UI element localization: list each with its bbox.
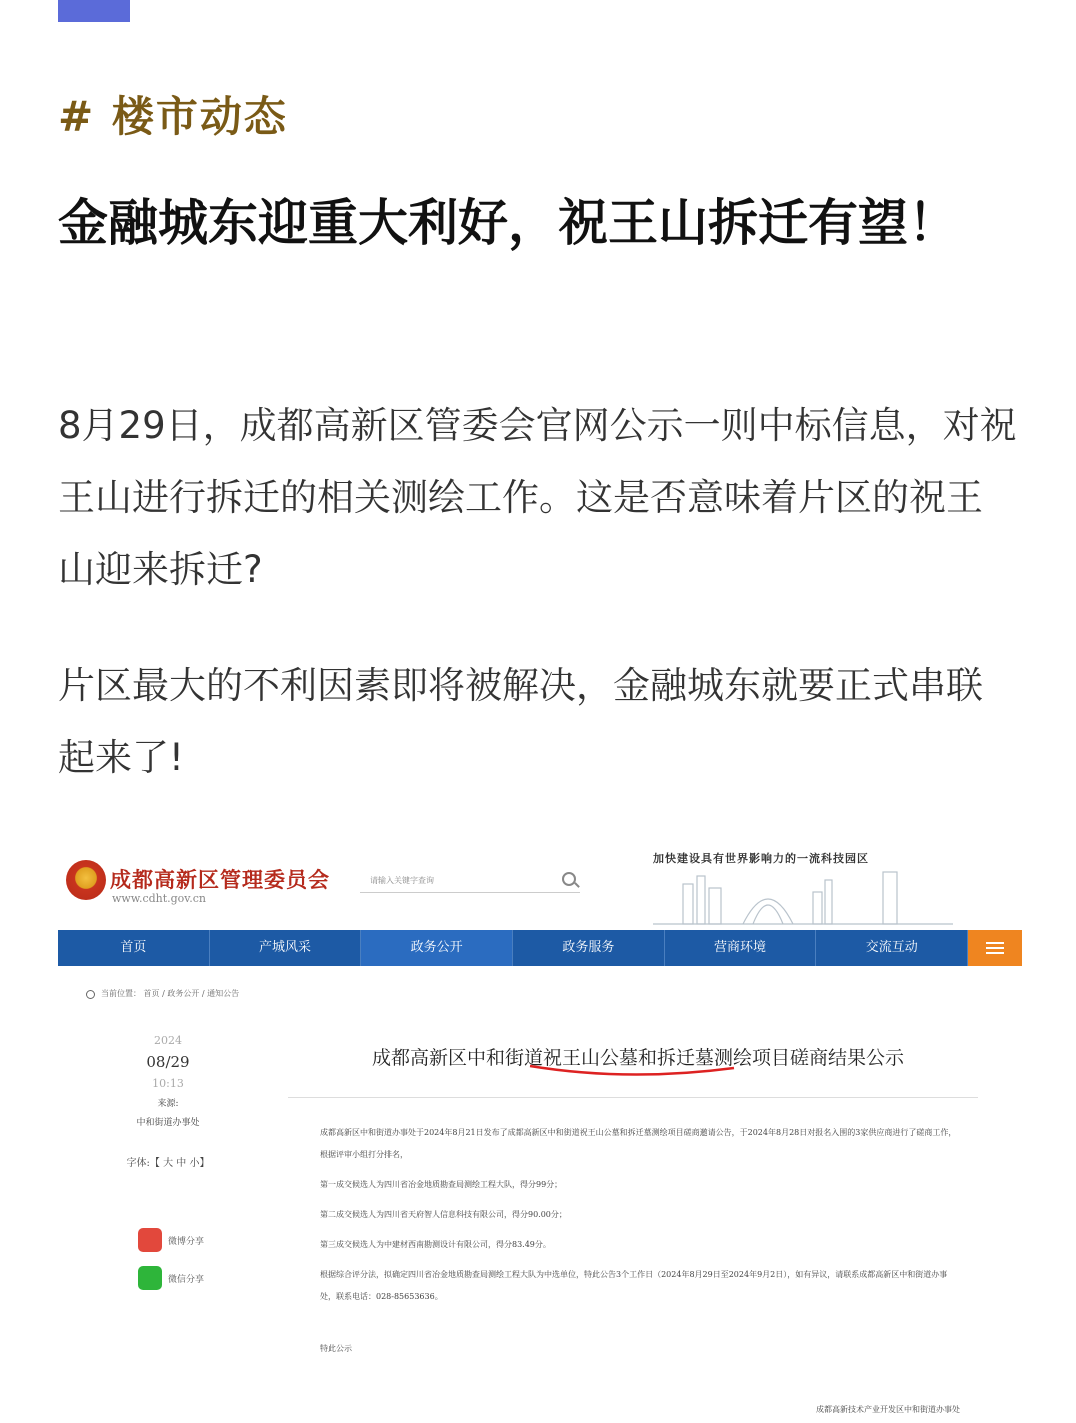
notice-org: 成都高新技术产业开发区中和街道办事处: [816, 1405, 960, 1414]
nav-business-env[interactable]: 营商环境: [665, 930, 817, 966]
skyline-banner: [653, 866, 953, 928]
top-tab-indicator: [58, 0, 130, 22]
notice-paragraph: 成都高新区中和街道办事处于2024年8月21日发布了成都高新区中和街道祝王山公墓和拆迁墓测绘项目磋商邀请公告，于2024年8月28日对报名入围的3家供应商进行了磋商工作，根据评审小组打分排名，: [320, 1128, 957, 1159]
location-icon: [86, 990, 95, 999]
topic-tag[interactable]: # 楼市动态: [58, 92, 288, 141]
notice-sign: 特此公示: [320, 1344, 352, 1353]
embedded-website-screenshot: [58, 838, 1022, 1423]
font-size-control[interactable]: 字体:【 大 中 小】: [126, 1158, 210, 1169]
notice-paragraph: 第二成交候选人为四川省天府智人信息科技有限公司，得分90.00分；: [320, 1210, 567, 1219]
nav-gov-services[interactable]: 政务服务: [513, 930, 665, 966]
weibo-share-label: 微博分享: [168, 1236, 205, 1247]
wechat-icon: [138, 1266, 162, 1290]
source-dept: 中和街道办事处: [136, 1118, 200, 1128]
article-headline: 金融城东迎重大利好，祝王山拆迁有望！: [58, 194, 958, 252]
breadcrumb-text[interactable]: 当前位置： 首页 / 政务公开 / 通知公告: [101, 989, 240, 998]
site-name: 成都高新区管理委员会: [110, 867, 330, 892]
notice-paragraph: 根据综合评分法，拟确定四川省冶金地质勘查局测绘工程大队为中选单位，特此公告3个工作日（2024年8月29日至2024年9月2日），如有异议，请联系成都高新区中和街道办事处，联系电话：028-85653636。: [320, 1270, 948, 1301]
red-underline-annotation: [528, 1060, 738, 1080]
publish-time: 10:13: [152, 1077, 184, 1090]
article-paragraph-1: 8月29日，成都高新区管委会官网公示一则中标信息，对祝王山进行拆迁的相关测绘工作。这是否意味着片区的祝王山迎来拆迁?: [58, 404, 1017, 591]
wechat-share-label: 微信分享: [168, 1274, 205, 1285]
notice-title: 成都高新区中和街道祝王山公墓和拆迁墓测绘项目磋商结果公示: [371, 1047, 904, 1069]
notice-paragraph: 第三成交候选人为中建材西南勘测设计有限公司，得分83.49分。: [320, 1240, 551, 1249]
article-paragraph-2: 片区最大的不利因素即将被解决，金融城东就要正式串联起来了!: [58, 664, 983, 779]
source-label: 来源:: [157, 1099, 179, 1109]
menu-icon[interactable]: [968, 930, 1022, 966]
search-input[interactable]: [360, 868, 580, 893]
nav-home[interactable]: 首页: [58, 930, 210, 966]
weibo-icon: [138, 1228, 162, 1252]
search-placeholder: 请输入关键字查询: [370, 876, 434, 885]
national-emblem-logo: [66, 860, 106, 900]
title-divider: [288, 1097, 978, 1098]
nav-city-style[interactable]: 产城风采: [210, 930, 362, 966]
breadcrumb: [86, 988, 239, 999]
wechat-share-button[interactable]: [138, 1266, 204, 1290]
publish-year: 2024: [154, 1034, 182, 1047]
notice-body: [320, 1122, 960, 1316]
nav-gov-affairs[interactable]: 政务公开: [361, 930, 513, 966]
publish-date: 08/29: [146, 1053, 190, 1071]
search-icon[interactable]: [562, 872, 576, 886]
nav-interaction[interactable]: 交流互动: [816, 930, 968, 966]
notice-paragraph: 第一成交候选人为四川省冶金地质勘查局测绘工程大队，得分99分；: [320, 1180, 563, 1189]
site-slogan: 加快建设具有世界影响力的一流科技园区: [653, 852, 869, 865]
site-url: www.cdht.gov.cn: [112, 892, 206, 905]
weibo-share-button[interactable]: [138, 1228, 204, 1252]
article-meta-sidebar: [108, 1034, 228, 1169]
main-nav-bar: [58, 930, 1022, 966]
